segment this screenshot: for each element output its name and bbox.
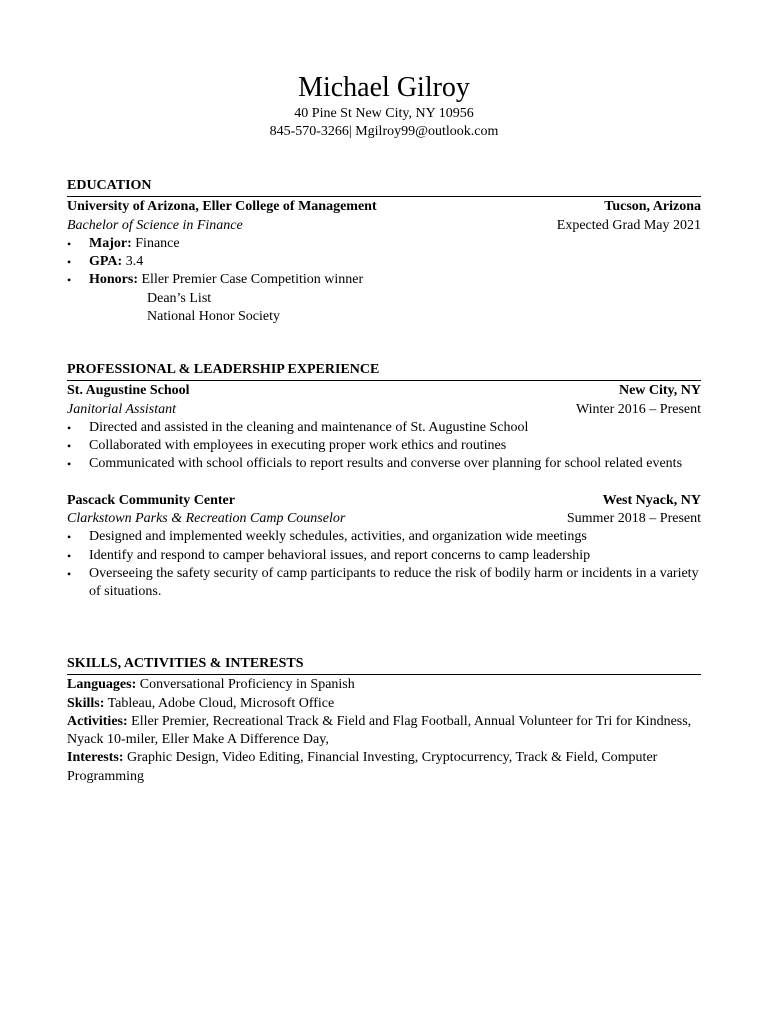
bullet: • — [67, 530, 72, 545]
address: 40 Pine St New City, NY 10956 — [294, 106, 474, 121]
list-item — [67, 235, 701, 253]
item-label: GPA: — [89, 254, 123, 270]
skills-line — [67, 676, 701, 694]
list-item — [67, 455, 701, 473]
skills-line — [67, 695, 701, 713]
item-value: Eller Premier Case Competition winner — [138, 272, 364, 288]
item-label: Honors: — [89, 272, 138, 288]
item-text: Communicated with school officials to report results and converse over planning for school related events — [89, 456, 683, 472]
school-name: University of Arizona, Eller College of Management — [67, 199, 377, 215]
bullet: • — [67, 273, 72, 288]
job-title: Clarkstown Parks & Recreation Camp Counselor — [67, 511, 346, 527]
phone-email: 845-570-3266| Mgilroy99@outlook.com — [269, 124, 499, 139]
list-item — [67, 565, 701, 602]
line-value: Conversational Proficiency in Spanish — [136, 677, 355, 693]
item-text: Overseeing the safety security of camp participants to reduce the risk of bodily harm or incidents in a variety of situations. — [89, 565, 699, 600]
item-text: Identify and respond to camper behavioral issues, and report concerns to camp leadership — [89, 547, 591, 563]
bullet: • — [67, 420, 72, 435]
line-label: Languages: — [67, 677, 137, 693]
job-dates: Summer 2018 – Present — [566, 511, 701, 527]
school-location: Tucson, Arizona — [604, 199, 701, 215]
honors-extra: National Honor Society — [147, 309, 280, 325]
org-name: St. Augustine School — [67, 383, 190, 399]
list-item — [67, 271, 701, 289]
line-label: Skills: — [67, 695, 105, 711]
job-bullets — [67, 419, 701, 474]
skills-section — [67, 655, 701, 786]
skills-heading: SKILLS, ACTIVITIES & INTERESTS — [67, 655, 701, 675]
list-item — [67, 419, 701, 437]
org-name: Pascack Community Center — [67, 492, 235, 508]
item-text: Designed and implemented weekly schedules, activities, and organization wide meetings — [89, 529, 587, 545]
item-value: 3.4 — [122, 254, 144, 270]
item-label: Major: — [89, 235, 132, 251]
line-value: Graphic Design, Video Editing, Financial Investing, Cryptocurrency, Track & Field, Computer Programming — [67, 750, 658, 784]
candidate-name: Michael Gilroy — [298, 72, 470, 103]
degree: Bachelor of Science in Finance — [67, 217, 243, 233]
experience-heading: PROFESSIONAL & LEADERSHIP EXPERIENCE — [67, 361, 701, 381]
bullet: • — [67, 255, 72, 270]
job-entry — [67, 382, 701, 473]
bullet: • — [67, 548, 72, 563]
experience-section — [67, 361, 701, 602]
bullet: • — [67, 236, 72, 251]
education-list — [67, 235, 701, 290]
item-value: Finance — [131, 235, 180, 251]
org-location: West Nyack, NY — [602, 492, 701, 508]
list-item — [67, 253, 701, 271]
item-text: Directed and assisted in the cleaning and maintenance of St. Augustine School — [89, 419, 529, 435]
line-label: Activities: — [67, 713, 128, 729]
job-title: Janitorial Assistant — [67, 401, 177, 417]
job-entry — [67, 492, 701, 602]
honors-extra: Dean’s List — [147, 290, 212, 306]
grad-date: Expected Grad May 2021 — [556, 217, 701, 233]
item-text: Collaborated with employees in executing proper work ethics and routines — [89, 438, 507, 454]
bullet: • — [67, 566, 72, 581]
job-dates: Winter 2016 – Present — [575, 401, 701, 417]
bullet: • — [67, 439, 72, 454]
skills-line — [67, 749, 701, 786]
list-item — [67, 528, 701, 546]
job-bullets — [67, 528, 701, 601]
line-value: Tableau, Adobe Cloud, Microsoft Office — [104, 695, 335, 711]
bullet: • — [67, 457, 72, 472]
org-location: New City, NY — [618, 383, 701, 399]
list-item — [67, 547, 701, 565]
education-heading: EDUCATION — [67, 177, 701, 197]
line-label: Interests: — [67, 750, 124, 766]
list-item — [67, 437, 701, 455]
education-section — [67, 177, 701, 326]
skills-line — [67, 713, 701, 750]
line-value: Eller Premier, Recreational Track & Field and Flag Football, Annual Volunteer for Tri for Kindness, Nyack 10-miler, Eller Make A Difference Day, — [67, 713, 692, 748]
